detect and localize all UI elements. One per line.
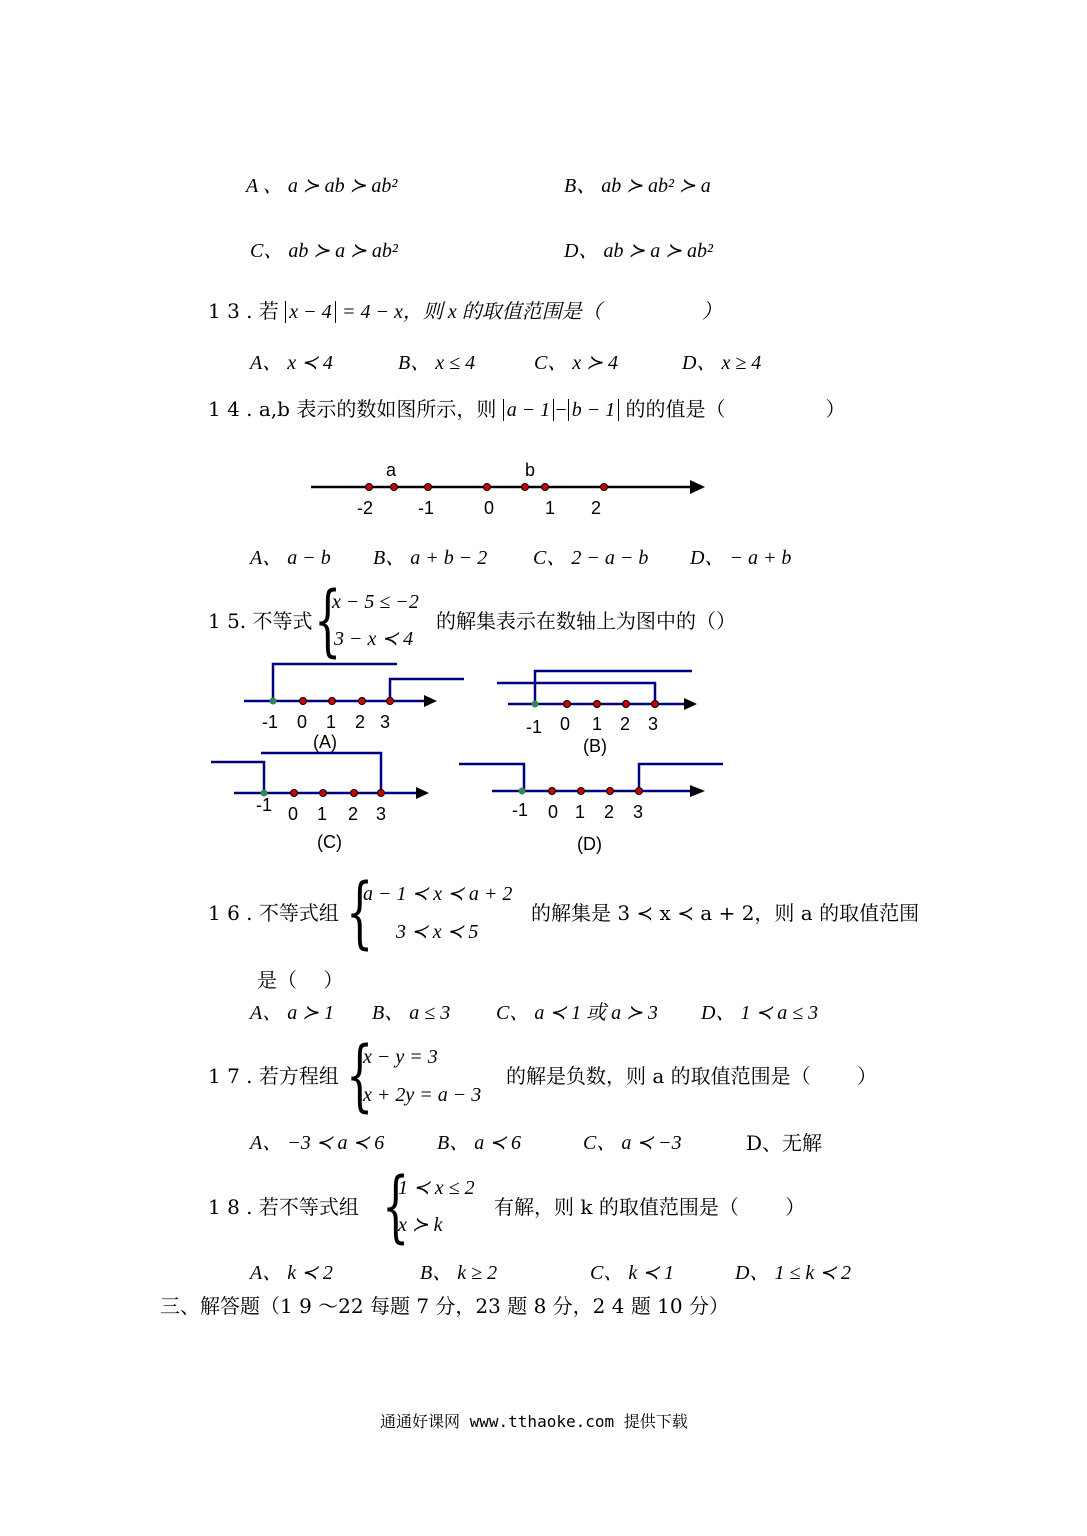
- q14-tick-point: [542, 484, 549, 491]
- q15a-point: [387, 698, 394, 705]
- q15d-point: [578, 788, 585, 795]
- q17-brace-icon: {: [346, 1031, 374, 1121]
- q14-option-a: A、 a − b: [250, 547, 331, 569]
- q13-option-b: B、 x ≤ 4: [398, 352, 476, 374]
- q15c-tick-label: 2: [348, 804, 359, 824]
- q15b-tick-label: -1: [526, 717, 543, 737]
- q15-figure-b: [497, 671, 697, 756]
- q15-figure-c: [211, 753, 429, 852]
- q15c-tick-label: -1: [256, 795, 273, 815]
- q15b-tick-label: 3: [648, 714, 659, 734]
- q14-option-c: C、 2 − a − b: [533, 547, 649, 569]
- q15a-point: [359, 698, 366, 705]
- q14-label-b: b: [525, 460, 536, 480]
- q12-option-c: C、 ab ≻ a ≻ ab²: [250, 240, 398, 262]
- q12-option-b: B、 ab ≻ ab² ≻ a: [564, 175, 711, 197]
- q14-tick-point: [366, 484, 373, 491]
- q15c-arrow-icon: [416, 787, 429, 799]
- q15a-point: [329, 698, 336, 705]
- q18-line1: 1 ≺ x ≤ 2: [398, 1177, 475, 1199]
- q15d-tick-label: 2: [604, 802, 615, 822]
- section-3-heading: 三、解答题（1 9 ～22 每题 7 分，23 题 8 分，2 4 题 10 分）: [160, 1294, 729, 1318]
- q15c-point: [351, 790, 358, 797]
- q14-tick-label: 2: [591, 498, 602, 518]
- q15d-tick-label: 1: [575, 802, 586, 822]
- q15-suffix: 的解集表示在数轴上为图中的（）: [436, 609, 736, 633]
- q15-brace-icon: {: [314, 576, 342, 666]
- q16-option-d: D、 1 ≺ a ≤ 3: [701, 1002, 819, 1024]
- q14-suffix: 的的值是（ ）: [625, 397, 846, 421]
- q15c-point: [378, 790, 385, 797]
- q18-option-b: B、 k ≥ 2: [420, 1262, 498, 1284]
- q15b-arrow-icon: [684, 698, 697, 710]
- q15d-point: [607, 788, 614, 795]
- q17-prefix: 1 7 . 若方程组: [208, 1064, 339, 1088]
- q15d-bracket-left: [459, 764, 524, 791]
- q15b-tick-label: 2: [620, 714, 631, 734]
- q15b-point: [532, 701, 539, 708]
- q15c-point: [291, 790, 298, 797]
- q13-prefix: 1 3 . 若: [208, 299, 279, 323]
- q13-option-c: C、 x ≻ 4: [534, 352, 618, 374]
- q15b-point: [623, 701, 630, 708]
- q15c-tick-label: 1: [317, 804, 328, 824]
- q17-suffix: 的解是负数，则 a 的取值范围是（ ）: [506, 1064, 877, 1088]
- q15a-tick-label: 1: [326, 712, 337, 732]
- q16-option-c: C、 a ≺ 1 或 a ≻ 3: [496, 1002, 658, 1024]
- q15a-bracket-left: [273, 664, 397, 701]
- q15d-point: [636, 788, 643, 795]
- q14-tick-label: -1: [418, 498, 435, 518]
- q14-abs-b: b − 1: [568, 399, 620, 421]
- q14-tick-point: [425, 484, 432, 491]
- q15b-tick-label: 1: [592, 714, 603, 734]
- q12-option-d: D、 ab ≻ a ≻ ab²: [564, 240, 713, 262]
- q16-suffix: 的解集是 3 ≺ x ≺ a + 2，则 a 的取值范围: [531, 901, 920, 925]
- q15-prefix: 1 5. 不等式: [208, 609, 313, 633]
- q14-tick-label: 1: [545, 498, 556, 518]
- q16-brace-icon: {: [346, 868, 374, 958]
- q15c-bracket-left: [211, 762, 264, 793]
- q18-option-d: D、 1 ≤ k ≺ 2: [735, 1262, 852, 1284]
- q14-point-a: [391, 484, 398, 491]
- q14-prefix: 1 4 . a,b 表示的数如图所示，则: [208, 397, 497, 421]
- q15d-tick-label: 0: [548, 802, 559, 822]
- q15d-point: [519, 788, 526, 795]
- q15a-point: [270, 698, 277, 705]
- q15b-tick-label: 0: [560, 714, 571, 734]
- q15b-point: [564, 701, 571, 708]
- q16-line1: a − 1 ≺ x ≺ a + 2: [363, 883, 513, 905]
- q15d-tick-label: 3: [633, 802, 644, 822]
- q14-abs-a: a − 1: [503, 399, 555, 421]
- q15-figure-d: [459, 764, 723, 854]
- q15a-tick-label: 2: [355, 712, 366, 732]
- q15b-bracket-mid: [497, 683, 655, 704]
- q14-option-d: D、 − a + b: [690, 547, 792, 569]
- q14-arrow-icon: [690, 480, 705, 494]
- q15a-tick-label: 3: [380, 712, 391, 732]
- q17-line2: x + 2y = a − 3: [363, 1084, 482, 1106]
- q16-option-a: A、 a ≻ 1: [250, 1002, 334, 1024]
- q14-tick-point: [601, 484, 608, 491]
- q13-abs-expr: x − 4: [285, 301, 335, 323]
- q13-option-a: A、 x ≺ 4: [250, 352, 333, 374]
- q15c-tick-label: 0: [288, 804, 299, 824]
- q14-option-b: B、 a + b − 2: [373, 547, 488, 569]
- q17-line1: x − y = 3: [363, 1046, 438, 1068]
- q18-suffix: 有解，则 k 的取值范围是（ ）: [494, 1195, 806, 1219]
- q17-option-b: B、 a ≺ 6: [437, 1132, 521, 1154]
- q12-option-a: A 、 a ≻ ab ≻ ab²: [246, 175, 398, 197]
- q15c-tick-label: 3: [376, 804, 387, 824]
- q15a-tick-label: 0: [297, 712, 308, 732]
- q17-option-c: C、 a ≺ −3: [583, 1132, 682, 1154]
- q15b-caption: (B): [583, 736, 607, 756]
- q14-point-b: [522, 484, 529, 491]
- q15d-tick-label: -1: [512, 800, 529, 820]
- q18-brace-icon: {: [382, 1162, 410, 1252]
- q13-suffix: = 4 − x，则 x 的取值范围是（ ）: [341, 301, 722, 323]
- q17-option-a: A、 −3 ≺ a ≺ 6: [250, 1132, 385, 1154]
- q16-prefix: 1 6 . 不等式组: [208, 901, 339, 925]
- q15-line1: x − 5 ≤ −2: [332, 591, 419, 613]
- q14-tick-label: -2: [357, 498, 374, 518]
- footer-text: 通通好课网 www.tthaoke.com 提供下载: [380, 1412, 688, 1431]
- q15c-bracket-right: [261, 753, 381, 793]
- q15a-tick-label: -1: [262, 712, 279, 732]
- q15a-arrow-icon: [424, 695, 437, 707]
- q15a-point: [300, 698, 307, 705]
- q14-number-line: [311, 460, 705, 518]
- q15b-bracket-top: [535, 671, 692, 704]
- q15d-bracket-right: [639, 764, 723, 791]
- q15d-point: [549, 788, 556, 795]
- q14-label-a: a: [386, 460, 397, 480]
- q15d-caption: (D): [577, 834, 602, 854]
- q14-tick-point: [484, 484, 491, 491]
- q13-option-d: D、 x ≥ 4: [682, 352, 762, 374]
- q16-line2: 3 ≺ x ≺ 5: [396, 921, 479, 943]
- q18-prefix: 1 8 . 若不等式组: [208, 1195, 359, 1219]
- q18-option-a: A、 k ≺ 2: [250, 1262, 333, 1284]
- q15c-caption: (C): [317, 832, 342, 852]
- q15b-point: [594, 701, 601, 708]
- q16-continuation: 是（ ）: [257, 968, 344, 992]
- q15d-arrow-icon: [690, 785, 705, 797]
- q18-option-c: C、 k ≺ 1: [590, 1262, 674, 1284]
- q15-line2: 3 − x ≺ 4: [334, 628, 414, 650]
- q14-tick-label: 0: [484, 498, 495, 518]
- q17-option-d: D、无解: [746, 1131, 823, 1155]
- q16-option-b: B、 a ≤ 3: [372, 1002, 451, 1024]
- q15c-point: [320, 790, 327, 797]
- q15-figure-a: [244, 664, 464, 752]
- q15b-point: [652, 701, 659, 708]
- q18-line2: x ≻ k: [398, 1214, 443, 1236]
- q14-minus: −: [554, 399, 568, 421]
- q15a-caption: (A): [313, 732, 337, 752]
